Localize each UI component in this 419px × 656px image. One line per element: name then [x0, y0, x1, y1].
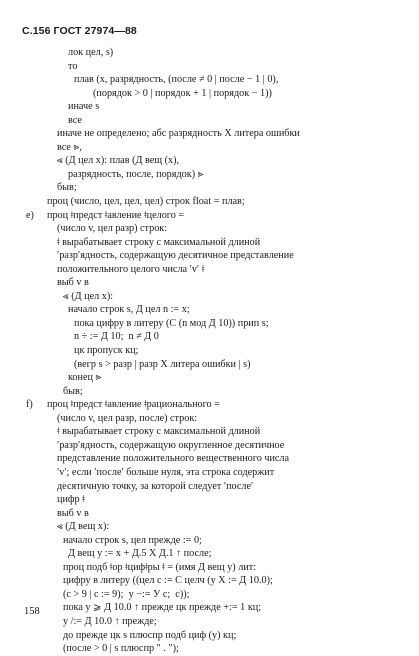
code-text: ǂ вырабатывает строку с максимальной длиной	[57, 426, 261, 438]
item-marker: f)	[26, 399, 33, 411]
code-line	[0, 276, 419, 290]
code-text: иначе не определено; абс разрядность X литера ошибки	[57, 128, 300, 140]
code-line	[0, 574, 419, 588]
page-header: С.156 ГОСТ 27974—88	[22, 25, 137, 37]
code-line	[0, 168, 419, 182]
code-text: выб v в	[57, 507, 89, 519]
code-text: конец ⪢	[68, 372, 102, 384]
code-text: ⪡ (Д вещ х):	[57, 521, 110, 533]
code-text: проц подб ǂор ǂцифǂры ǂ = (имя Д вещ у) лит:	[63, 561, 257, 573]
code-text: до прежде цк s плюспр подб циф (у) кц;	[63, 629, 237, 641]
code-line	[0, 290, 419, 304]
code-text: (с > 9 | с := 9); у −:= У с; с));	[63, 588, 190, 600]
code-line	[0, 466, 419, 480]
code-text: ⪡ (Д цел х):	[63, 290, 114, 302]
code-line	[0, 303, 419, 317]
code-line	[0, 507, 419, 521]
code-text: (после > 0 | s плюспр " . ");	[63, 643, 179, 655]
code-text: цифр ǂ	[57, 494, 85, 506]
code-line	[0, 439, 419, 453]
code-line	[0, 209, 419, 223]
code-text: n ÷ := Д 10; n ≠ Д 0	[74, 331, 159, 343]
code-text: (число v, цел разр) строк:	[57, 223, 168, 235]
code-text: все	[68, 114, 82, 126]
code-line	[0, 588, 419, 602]
code-line	[0, 425, 419, 439]
code-text: все ⪢,	[57, 141, 82, 153]
code-text: проц ǂпредст ǂавление ǂрационального =	[47, 399, 220, 411]
code-line	[0, 601, 419, 615]
code-line	[0, 452, 419, 466]
code-text: цифру в литеру ((цел с := С целч (у X := Д 10.0);	[63, 575, 273, 587]
code-line	[0, 46, 419, 60]
code-text: ʹразрʹядность, содержащую десятичное представление	[57, 250, 294, 262]
code-line	[0, 60, 419, 74]
code-text: цк пропуск кц;	[74, 345, 139, 357]
code-line	[0, 181, 419, 195]
code-text: представление положительного вещественного числа	[57, 453, 290, 465]
code-line	[0, 371, 419, 385]
code-text: плав (х, разрядность, (после ≠ 0 | после − 1 | 0),	[74, 74, 279, 86]
code-text: ⪡ (Д цел х): плав (Д вещ (х),	[57, 155, 180, 167]
item-marker: e)	[26, 209, 34, 221]
algol-code-listing	[0, 46, 419, 656]
code-line	[0, 127, 419, 141]
code-line	[0, 263, 419, 277]
code-text: пока у ⩾ Д 10.0 ↑ прежде цк прежде +:= 1 кц;	[63, 602, 262, 614]
code-line	[0, 344, 419, 358]
code-line	[0, 330, 419, 344]
code-text: десятичную точку, за которой следует ʹпослеʹ	[57, 480, 254, 492]
code-line	[0, 236, 419, 250]
code-line	[0, 317, 419, 331]
code-text: Д вещ у := х + Д.5 X Д.1 ↑ после;	[68, 548, 212, 560]
code-text: ǂ вырабатывает строку с максимальной длиной	[57, 236, 261, 248]
code-line	[0, 520, 419, 534]
code-text: (порядок > 0 | порядок + 1 | порядок − 1))	[93, 87, 272, 99]
code-text: положительного целого числа ʹvʹ ǂ	[57, 263, 205, 275]
code-line	[0, 141, 419, 155]
code-text: лок цел, s)	[68, 47, 114, 58]
code-text: (вегр s > разр | разр X литера ошибки | s)	[74, 358, 251, 370]
code-line	[0, 412, 419, 426]
code-line	[0, 534, 419, 548]
code-line	[0, 358, 419, 372]
code-line	[0, 154, 419, 168]
code-line	[0, 385, 419, 399]
code-line	[0, 87, 419, 101]
code-line	[0, 629, 419, 643]
code-text: проц ǂпредст ǂавление ǂцелого =	[47, 209, 185, 221]
code-text: проц (число, цел, цел, цел) строк float = плав;	[47, 196, 245, 208]
code-line	[0, 222, 419, 236]
code-text: иначе s	[68, 101, 100, 113]
code-line	[0, 249, 419, 263]
code-text: то	[68, 60, 78, 72]
code-line	[0, 73, 419, 87]
code-line	[0, 561, 419, 575]
code-text: разрядность, после, порядок) ⪢	[68, 168, 204, 180]
code-text: пока цифру в литеру (С (n мод Д 10)) прип s;	[74, 317, 269, 329]
code-text: ʹразрʹядность, содержащую округленное десятичное	[57, 439, 285, 451]
page-number: 158	[24, 606, 40, 617]
code-line	[0, 100, 419, 114]
code-line	[0, 493, 419, 507]
code-text: выб v в	[57, 277, 89, 289]
code-text: начало строк s, цел прежде := 0;	[63, 534, 202, 546]
code-line	[0, 195, 419, 209]
code-line	[0, 114, 419, 128]
code-text: быв;	[57, 182, 77, 194]
code-text: (число v, цел разр, после) строк:	[57, 412, 198, 424]
code-line	[0, 398, 419, 412]
code-line	[0, 642, 419, 656]
code-line	[0, 615, 419, 629]
code-line	[0, 547, 419, 561]
code-line	[0, 480, 419, 494]
code-text: начало строк s, Д цел n := х;	[68, 304, 190, 316]
code-text: у /:= Д 10.0 ↑ прежде;	[63, 615, 157, 627]
code-text: ʹvʹ; если ʹпослеʹ больше нуля, эта строка содержит	[57, 466, 275, 478]
code-text: быв;	[63, 385, 83, 397]
